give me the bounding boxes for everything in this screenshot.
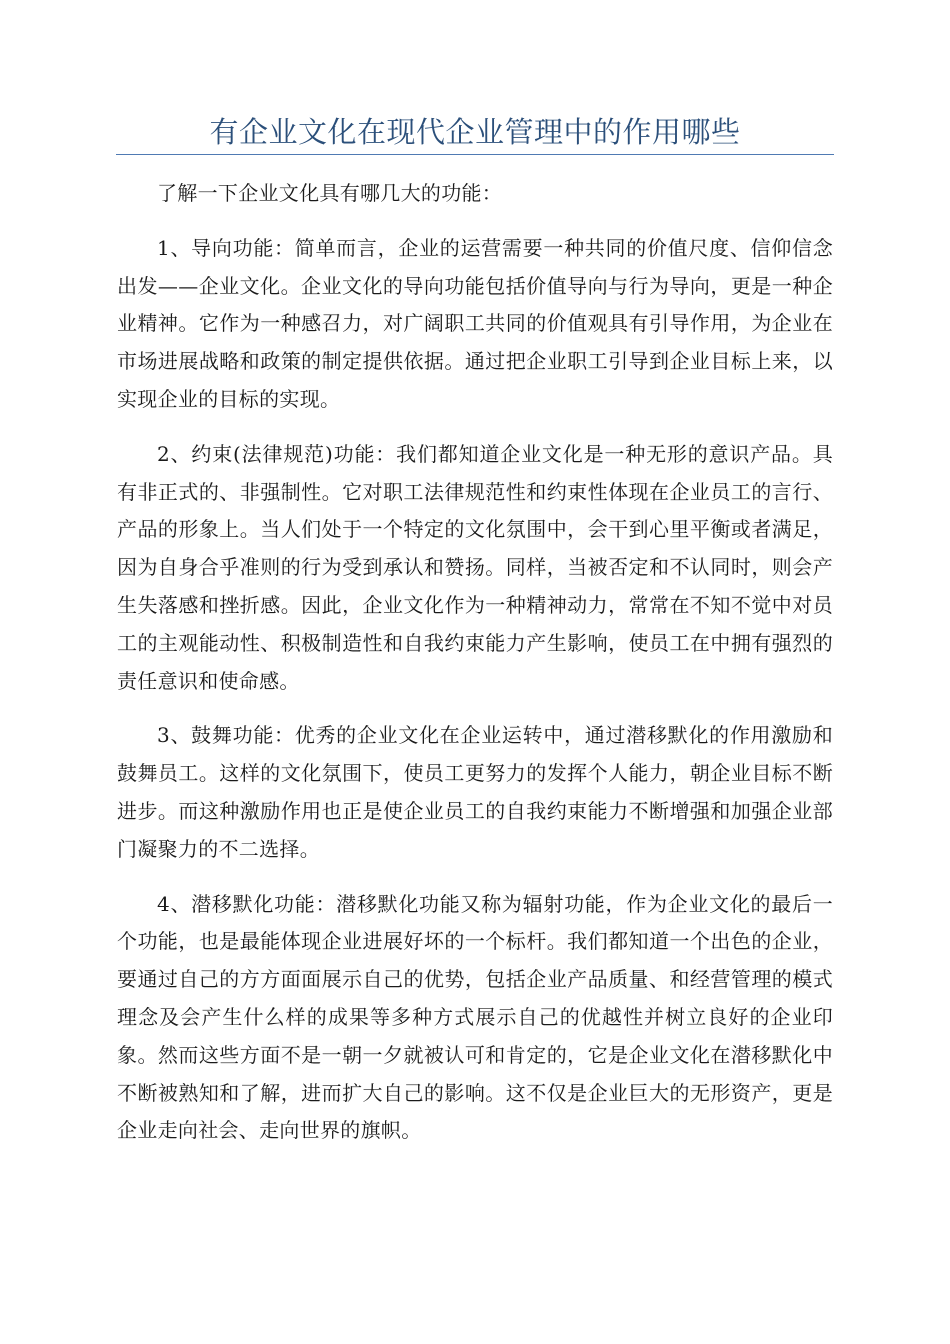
page-title: 有企业文化在现代企业管理中的作用哪些 <box>209 115 741 149</box>
paragraph-constraint-function: 2、约束(法律规范)功能：我们都知道企业文化是一种无形的意识产品。具有非正式的、非强制性。它对职工法律规范性和约束性体现在企业员工的言行、产品的形象上。当人们处于一个特定的文化氛围中，会干到心里平衡或者满足，因为自身合乎准则的行为受到承认和赞扬。同样，当被否定和不认同时，则会产生失落感和挫折感。因此，企业文化作为一种精神动力，常常在不知不觉中对员工的主观能动性、积极制造性和自我约束能力产生影响，使员工在中拥有强烈的责任意识和使命感。 <box>117 441 833 693</box>
paragraph-encouragement-function: 3、鼓舞功能：优秀的企业文化在企业运转中，通过潜移默化的作用激励和鼓舞员工。这样的文化氛围下，使员工更努力的发挥个人能力，朝企业目标不断进步。而这种激励作用也正是使企业员工的自我约束能力不断增强和加强企业部门凝聚力的不二选择。 <box>117 723 833 861</box>
document-body <box>117 175 833 1167</box>
paragraph-influence-function: 4、潜移默化功能：潜移默化功能又称为辐射功能，作为企业文化的最后一个功能，也是最能体现企业进展好坏的一个标杆。我们都知道一个出色的企业，要通过自己的方方面面展示自己的优势，包括企业产品质量、和经营管理的模式理念及会产生什么样的成果等多种方式展示自己的优越性并树立良好的企业印象。然而这些方面不是一朝一夕就被认可和肯定的，它是企业文化在潜移默化中不断被熟知和了解，进而扩大自己的影响。这不仅是企业巨大的无形资产，更是企业走向社会、走向世界的旗帜。 <box>117 891 833 1143</box>
intro-paragraph: 了解一下企业文化具有哪几大的功能： <box>157 181 503 205</box>
title-underline <box>116 154 834 155</box>
paragraph-guidance-function: 1、导向功能：简单而言，企业的运营需要一种共同的价值尺度、信仰信念出发——企业文化。企业文化的导向功能包括价值导向与行为导向，更是一种企业精神。它作为一种感召力，对广阔职工共同的价值观具有引导作用，为企业在市场进展战略和政策的制定提供依据。通过把企业职工引导到企业目标上来，以实现企业的目标的实现。 <box>117 235 833 411</box>
